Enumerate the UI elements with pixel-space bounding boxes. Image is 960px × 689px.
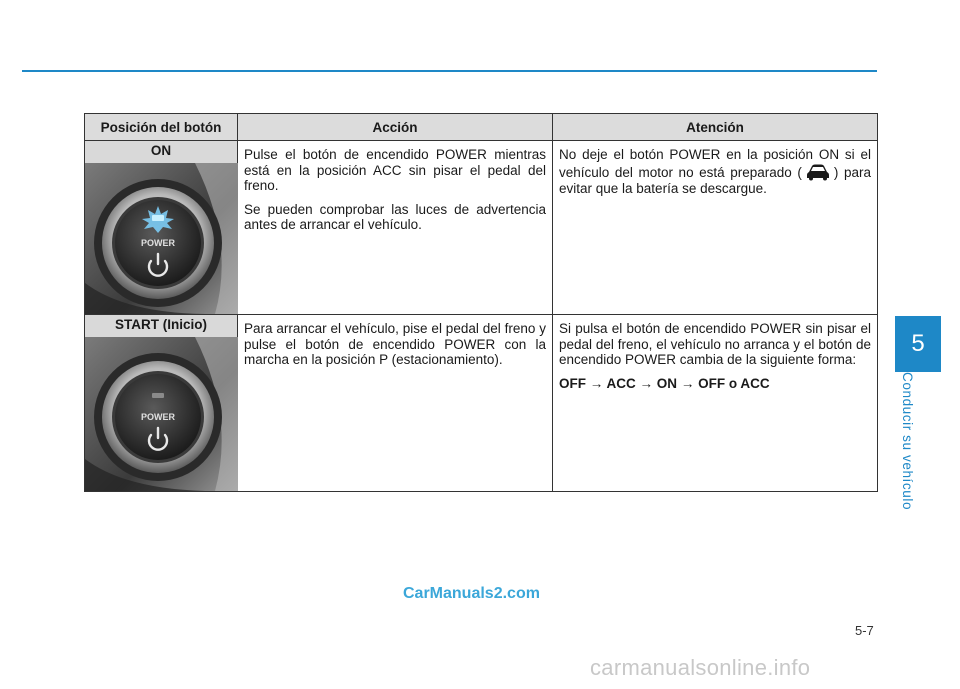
attention-on-text-before: No deje el botón POWER en la posición ON si el vehículo del motor no está preparado ( bbox=[559, 147, 871, 180]
position-label-start: START (Inicio) bbox=[85, 315, 237, 337]
header-position: Posición del botón bbox=[85, 114, 238, 141]
chapter-number: 5 bbox=[911, 330, 925, 357]
attention-cell-start bbox=[553, 315, 878, 492]
sequence-state: ACC bbox=[606, 375, 636, 391]
page-number: 5-7 bbox=[855, 623, 874, 638]
power-label-on: POWER bbox=[140, 238, 176, 248]
table-header-row bbox=[85, 114, 878, 141]
position-label-on: ON bbox=[85, 141, 237, 163]
header-action: Acción bbox=[238, 114, 553, 141]
sequence-state: ON bbox=[656, 375, 678, 391]
position-cell-start bbox=[85, 315, 238, 492]
arrow-right-icon: → bbox=[589, 375, 607, 391]
action-start-text: Para arrancar el vehículo, pise el pedal del freno y pulse el botón de encendido POWER con la marcha en la posición P (estacionamiento). bbox=[244, 321, 546, 367]
chapter-tab bbox=[895, 316, 941, 372]
footer-watermark: carmanualsonline.info bbox=[590, 655, 811, 680]
header-attention: Atención bbox=[553, 114, 878, 141]
chapter-side-title: Conducir su vehículo bbox=[900, 372, 915, 511]
action-on-text-1: Pulse el botón de encendido POWER mientras está en la posición ACC sin pisar el pedal del freno. bbox=[244, 147, 546, 193]
table-row bbox=[85, 141, 878, 315]
arrow-right-icon: → bbox=[680, 375, 699, 391]
attention-on-text-after: ) para evitar que la batería se descargue. bbox=[559, 164, 871, 196]
table-row bbox=[85, 315, 878, 492]
action-cell-on bbox=[238, 141, 553, 315]
ready-car-icon bbox=[805, 163, 831, 181]
power-button-start-photo bbox=[85, 337, 238, 491]
power-button-on-photo bbox=[85, 163, 238, 314]
attention-cell-on bbox=[553, 141, 878, 315]
action-on-text-2: Se pueden comprobar las luces de advertencia antes de arrancar el vehículo. bbox=[244, 201, 546, 232]
action-cell-start bbox=[238, 315, 553, 492]
arrow-right-icon: → bbox=[639, 375, 657, 391]
sequence-state: OFF bbox=[559, 375, 586, 391]
state-sequence bbox=[559, 376, 871, 392]
site-watermark-link[interactable]: CarManuals2.com bbox=[403, 585, 540, 602]
button-position-table bbox=[84, 113, 878, 492]
position-cell-on bbox=[85, 141, 238, 315]
top-rule bbox=[22, 70, 877, 72]
sequence-state: OFF o ACC bbox=[698, 375, 770, 391]
power-label-start: POWER bbox=[140, 412, 176, 422]
attention-start-text: Si pulsa el botón de encendido POWER sin pisar el pedal del freno, el vehículo no arranca y el botón de encendido POWER cambia de la siguiente forma: bbox=[559, 321, 871, 367]
